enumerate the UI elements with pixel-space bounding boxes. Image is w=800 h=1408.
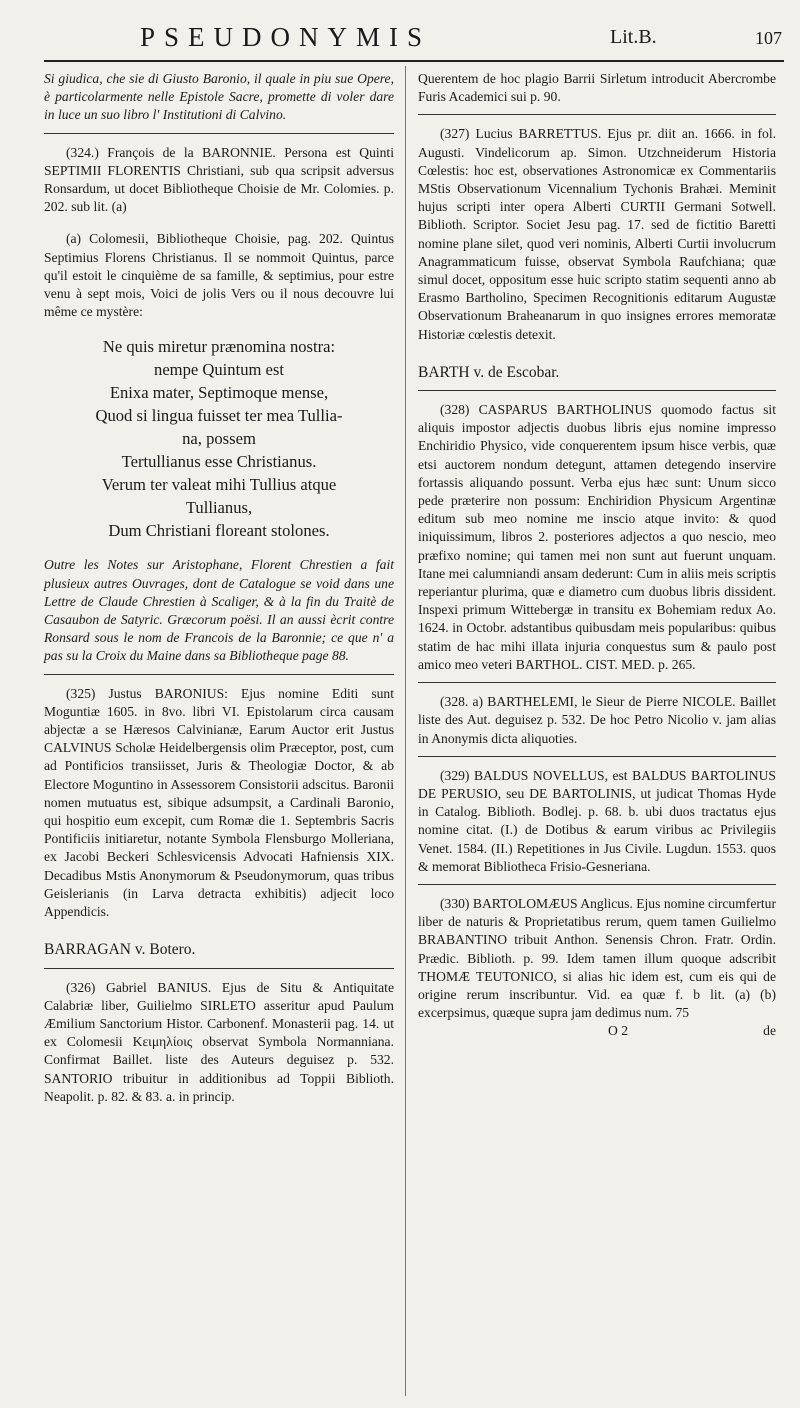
separator	[418, 114, 776, 115]
entry-327: (327) Lucius BARRETTUS. Ejus pr. diit an. 1666. in fol. Augusti. Vindelicorum ap. Simon. Utzchneiderum Historia Cœlestis: hoc est, observationes Astronomicæ ex Commentariis MStis Observationum Vicennalium Tychonis Brahæi. Meminit hujus scripti inter opera Alberti CURTII Germani Sotwell. Biblioth. Scriptor. Societ Jesu pag. 17. sed de fictitio Baretti nomine plane silet, quod veri nominis, Alberti Curtii involucrum Anagrammaticum fuisse, observat Symbola Raufchiana; quæ simul docet, oppositum esse huic scripto statim sequenti anno ab Erasmo Bartholino, Specimen Recognitionis editarum Augustæ Observationum Braheanarum in quo insignes errores memoratæ Historiæ cœlestis detexit.	[418, 126, 776, 342]
header-rule	[44, 60, 784, 62]
verse-line: na, possem	[182, 429, 256, 449]
separator	[418, 390, 776, 391]
catchword: de	[763, 1023, 776, 1039]
entry-328a: (328. a) BARTHELEMI, le Sieur de Pierre NICOLE. Baillet liste des Aut. deguisez p. 532. De hoc Petro Nicolio v. jam alias in Anonymis dicta aliquoties.	[418, 694, 776, 746]
verse-line: Enixa mater, Septimoque mense,	[109, 383, 329, 403]
verse-line: Tertullianus esse Christianus.	[121, 452, 317, 472]
separator	[418, 756, 776, 757]
verse-line: Quod si lingua fuisset ter mea Tullia-	[95, 406, 343, 426]
verse-line: Tullianus,	[185, 498, 253, 518]
separator	[44, 133, 394, 134]
entry-324-note: (a) Colomesii, Bibliotheque Choisie, pag. 202. Quintus Septimius Florens Christianus. Il se nommoit Quintus, parce qu'il estoit le cinquième de sa famille, & septimius, pour estre venu à sept mois, Voici de jolis Vers ou il nous decouvre lui même ce mystère:	[44, 231, 394, 320]
column-divider	[405, 66, 406, 1396]
entry-324: (324.) François de la BARONNIE. Persona est Quinti SEPTIMII FLORENTIS Christiani, sub qua scripsit adversus Ronsardum, ut docet Bibliotheque Choisie de Mr. Colomies. p. 202. sub lit. (a)	[44, 144, 394, 215]
page-number: 107	[755, 28, 782, 48]
separator	[44, 674, 394, 675]
entry-continuation: Querentem de hoc plagio Barrii Sirletum introducit Abercrombe Furis Academici sui p. 90.	[418, 71, 776, 105]
entry-325: (325) Justus BARONIUS: Ejus nomine Editi sunt Moguntiæ 1605. in 8vo. libri VI. Epistolarum circa causam abjectæ a se Hæresos Calvinianæ, Earum Auctor erit Justus CALVINUS Scholæ Heidelbergensis olim Præceptor, post, cum ad Pontificios transiisset, Juris & Theologiæ Doctor, & ab Electore Moguntino in Assessorem Consistorii adscitus. Baronii nomen mutuatus est, sibique adsumpsit, a Cardinali Baronio, qui hospitio eum excepit, cum Romæ die 1. Septembris Sacris Pontificiis initiaretur, notante Symbola Flensburgo Molleriana, ex Jacobi Beckeri Schlesvicensis Advocati Hafniensis XIX. Decadibus Mstis Anonymorum & Pseudonymorum, quas tribus Geislerianis (in Larva detracta exhibitis) adjecit loco Appendicis.	[44, 685, 394, 920]
verse-line: nempe Quintum est	[154, 360, 284, 380]
entry-329: (329) BALDUS NOVELLUS, est BALDUS BARTOLINUS DE PERUSIO, seu DE BARTOLINIS, ut judicat Thomas Hyde in Catalog. Biblioth. Bodlej. p. 68. b. ubi duos tractatus ejus nomine citat. (I.) de Dotibus & earum viribus ac Privilegiis Venet. 1584. (II.) Repetitiones in Jus Civile. Lugdun. 1553. quos & memorat Bibliotheca Frisio-Gesneriana.	[418, 767, 776, 874]
verse-block	[44, 335, 394, 542]
right-column	[418, 70, 776, 1042]
verse-line: Verum ter valeat mihi Tullius atque	[101, 475, 337, 495]
left-column	[44, 70, 394, 1106]
separator	[418, 884, 776, 885]
cross-ref-barragan: BARRAGAN v. Botero.	[44, 941, 196, 959]
entry-intro: Si giudica, che sie di Giusto Baronio, il quale in piu sue Opere, è particolarmente nelle Epistole Sacre, promette di voler dare in luce un suo libro l' Institutioni di Calvino.	[44, 71, 394, 123]
page-footer	[418, 1022, 776, 1042]
entry-326: (326) Gabriel BANIUS. Ejus de Situ & Antiquitate Calabriæ liber, Guilielmo SIRLETO asseritur apud Paulum Æmilium Sanctorium Histor. Carbonenf. Monasterii pag. 14. ut ex Colomesii Κειμηλίοις observat Symbola Normanniana. Confirmat Baillet. liste des Auteurs deguisez p. 532. SANTORIO tribuitur in additionibus ad Toppii Biblioth. Neapolit. p. 82. & 83. a. in princip.	[44, 979, 394, 1104]
section-mark: Lit.B.	[610, 26, 657, 48]
separator	[418, 682, 776, 683]
entry-330: (330) BARTOLOMÆUS Anglicus. Ejus nomine circumfertur liber de naturis & Proprietatibus rerum, quem tamen Guilielmo BRABANTINO tribuit Anthon. Senensis Chron. Fratr. Ordin. Prædic. Biblioth. p. 99. Idem tamen illum quoque adscribit THOMÆ TEUTONICO, si alias hic idem est, cum eis qui de origine rerum inscribuntur. Vid. ea quæ f. b lit. (a) (b) excerpsimus, quæque supra jam dedimus num. 75	[418, 895, 776, 1021]
entry-328: (328) CASPARUS BARTHOLINUS quomodo factus sit aliquis impostor adjectis duobus libris ejus nomine impresso Enchiridio Physico, vide conquerentem ipsum hisce verbis, quæ etsi auctorem nondum detegunt, attamen detegendo inservire fortassis aliquando possunt. Verba ejus hæc sunt: Unum sicco pede præterire non possum: Enchiridion Physicum Argentinæ editum sub meo nomine me inscio atque invito: & quod iniquissimum, libros 2. posteriores adjectos a quo nescio, meo præfixo nomine; qui tamen mei non sunt aut fuerunt unquam. Itane mei calumniandi ansam dederunt: Cum in aliis meis scriptis reperiantur plurima, quæ e diametro cum duobus libris dissident. Inspexi primum Wittebergæ in transitu ex Bohemiam redux Ao. 1624. in Octobr. adstantibus quibusdam meis popularibus: quibus statim de hac mihi illata injuria conquestus sum & paulo post amico meo veteri BARTHOL. CIST. MED. p. 265.	[418, 402, 776, 672]
running-title: PSEUDONYMIS	[140, 22, 432, 52]
verse-line: Ne quis miretur prænomina nostra:	[102, 337, 336, 357]
signature-mark: O 2	[608, 1023, 629, 1039]
running-head	[0, 22, 800, 62]
separator	[44, 968, 394, 969]
entry-324-french: Outre les Notes sur Aristophane, Florent Chrestien a fait plusieux autres Ouvrages, dont de Catalogue se void dans une Lettre de Claude Chrestien à Scaliger, & à la fin du Traitè de Casaubon de Satyric. Græcorum poësi. Il an aussi ècrit contre Ronsard sous le nom de Francois de la Baronnie; ce que n' a pas su la Croix du Maine dans sa Bibliotheque page 88.	[44, 557, 394, 664]
verse-line: Dum Christiani floreant stolones.	[108, 521, 330, 541]
cross-ref-barth: BARTH v. de Escobar.	[418, 363, 560, 381]
